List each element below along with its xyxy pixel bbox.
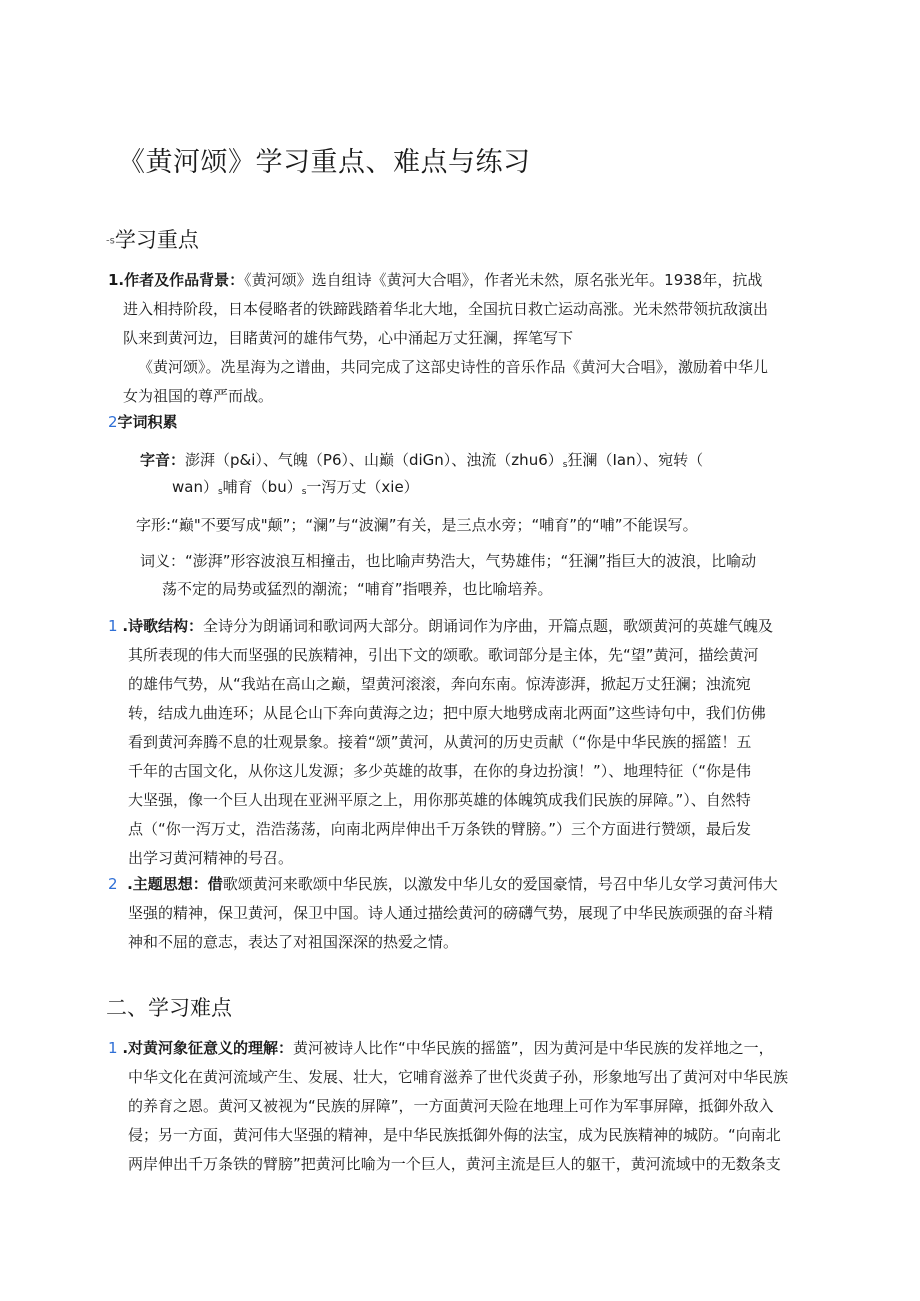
item-text: 《黄河颂》选自组诗《黄河大合唱》，作者光未然，原名张光年。1938年，抗战 xyxy=(244,271,763,289)
item-label: .对黄河象征意义的理解： xyxy=(122,1039,294,1057)
item-text: 的养育之恩。黄河又被视为“民族的屏障”，一方面黄河天险在地理上可作为军事屏障，抵御外敌入 xyxy=(128,1097,774,1115)
item-text: 黄河被诗人比作“中华民族的摇篮”，因为黄河是中华民族的发祥地之一， xyxy=(293,1039,774,1057)
pronunciation-line-2 xyxy=(172,473,419,507)
item-text: 坚强的精神，保卫黄河，保卫中国。诗人通过描绘黄河的磅礴气势，展现了中华民族顽强的奋斗精 xyxy=(128,904,774,922)
pronunciation-text: 一泻万丈（xie） xyxy=(306,478,419,496)
item-number: 1 xyxy=(108,617,118,635)
item-text: 大坚强，像一个巨人出现在亚洲平原之上，用你那英雄的体魄筑成我们民族的屏障。”）、自然特 xyxy=(128,791,751,809)
item-number: 1. xyxy=(108,271,125,289)
separator-mark: s xyxy=(301,487,307,497)
item-text: 看到黄河奔腾不息的壮观景象。接着“颂”黄河，从黄河的历史贡献（“你是中华民族的摇篮！五 xyxy=(128,733,752,751)
word-meaning-line-1: 词义：“澎湃”形容波浪互相撞击，也比喻声势浩大，气势雄伟；“狂澜”指巨大的波浪，比喻动 xyxy=(140,552,757,570)
item-text: 千年的古国文化，从你这儿发源；多少英雄的故事，在你的身边扮演！”）、地理特征（“你是伟 xyxy=(128,762,752,780)
item-number: 1 xyxy=(108,1039,118,1057)
item-text: 进入相持阶段，日本侵略者的铁蹄践踏着华北大地，全国抗日救亡运动高涨。光未然带领抗敌演出 xyxy=(123,300,769,318)
item-text: 《黄河颂》。冼星海为之谱曲，共同完成了这部史诗性的音乐作品《黄河大合唱》，激励着中华儿 xyxy=(138,358,769,376)
section-heading-difficulties: 二、学习难点 xyxy=(106,996,232,1020)
item-text: 转，结成九曲连环；从昆仑山下奔向黄海之边；把中原大地劈成南北两面”这些诗句中，我们仿佛 xyxy=(128,704,766,722)
pronunciation-text: wan） xyxy=(172,478,218,496)
item-text: 的雄伟气势，从“我站在高山之巅，望黄河滚滚，奔向东南。惊涛澎湃，掀起万丈狂澜；浊流宛 xyxy=(128,675,751,693)
subheading-vocabulary xyxy=(108,408,178,437)
item-number: 2 xyxy=(108,413,118,431)
item-text: 队来到黄河边，目睹黄河的雄伟气势，心中涌起万丈狂澜，挥笔写下 xyxy=(123,329,574,347)
item-label: 作者及作品背景： xyxy=(124,271,245,289)
separator-mark: s xyxy=(217,487,223,497)
paragraph-author-background xyxy=(108,266,808,411)
section-prefix: -s xyxy=(106,235,115,247)
item-text: 侵；另一方面，黄河伟大坚强的精神，是中华民族抵御外侮的法宝，成为民族精神的城防。“向南北 xyxy=(128,1126,781,1144)
paragraph-poem-structure xyxy=(108,612,818,873)
item-label: 字词积累 xyxy=(117,413,178,431)
character-form-note: 字形:“巅"不要写成"颠”；“澜”与“波澜”有关，是三点水旁；“哺育”的“哺”不能误写。 xyxy=(136,516,698,534)
item-text: 其所表现的伟大而坚强的民族精神，引出下文的颂歌。歌词部分是主体，先“望”黄河，描绘黄河 xyxy=(128,646,759,664)
item-label: .诗歌结构： xyxy=(122,617,204,635)
item-text: 神和不屈的意志，表达了对祖国深深的热爱之情。 xyxy=(128,933,459,951)
item-text: 女为祖国的尊严而战。 xyxy=(123,387,274,405)
paragraph-symbolism xyxy=(108,1034,818,1179)
item-text: 全诗分为朗诵词和歌词两大部分。朗诵词作为序曲，开篇点题，歌颂黄河的英雄气魄及 xyxy=(203,617,774,635)
word-meaning-line-2: 荡不定的局势或猛烈的潮流；“哺育”指喂养，也比喻培养。 xyxy=(162,580,553,598)
item-label: .主题思想：借 xyxy=(127,875,223,893)
pronunciation-text: 哺育（bu） xyxy=(222,478,302,496)
paragraph-theme xyxy=(108,870,818,957)
item-text: 点（“你一泻万丈，浩浩荡荡，向南北两岸伸出千万条铁的臂膀。”）三个方面进行赞颂，最后发 xyxy=(128,820,752,838)
item-text: 歌颂黄河来歌颂中华民族，以激发中华儿女的爱国豪情，号召中华儿女学习黄河伟大 xyxy=(222,875,778,893)
item-number: 2 xyxy=(108,875,118,893)
item-text: 出学习黄河精神的号召。 xyxy=(128,849,294,867)
pronunciation-text: 澎湃（p&i）、气魄（P6）、山巅（diGn）、浊流（zhu6） xyxy=(185,451,563,469)
item-text: 两岸伸出千万条铁的臂膀”把黄河比喻为一个巨人，黄河主流是巨人的躯干，黄河流域中的无数条支 xyxy=(128,1155,781,1173)
separator-mark: s xyxy=(562,460,568,470)
page-title: 《黄河颂》学习重点、难点与练习 xyxy=(118,147,531,178)
section-heading-text: 学习重点 xyxy=(114,228,199,252)
pronunciation-label: 字音： xyxy=(140,451,186,469)
pronunciation-text: 狂澜（Ian）、宛转（ xyxy=(567,451,704,469)
section-heading-key-points xyxy=(106,224,199,254)
item-text: 中华文化在黄河流域产生、发展、壮大，它哺育滋养了世代炎黄子孙，形象地写出了黄河对中华民族 xyxy=(128,1068,789,1086)
